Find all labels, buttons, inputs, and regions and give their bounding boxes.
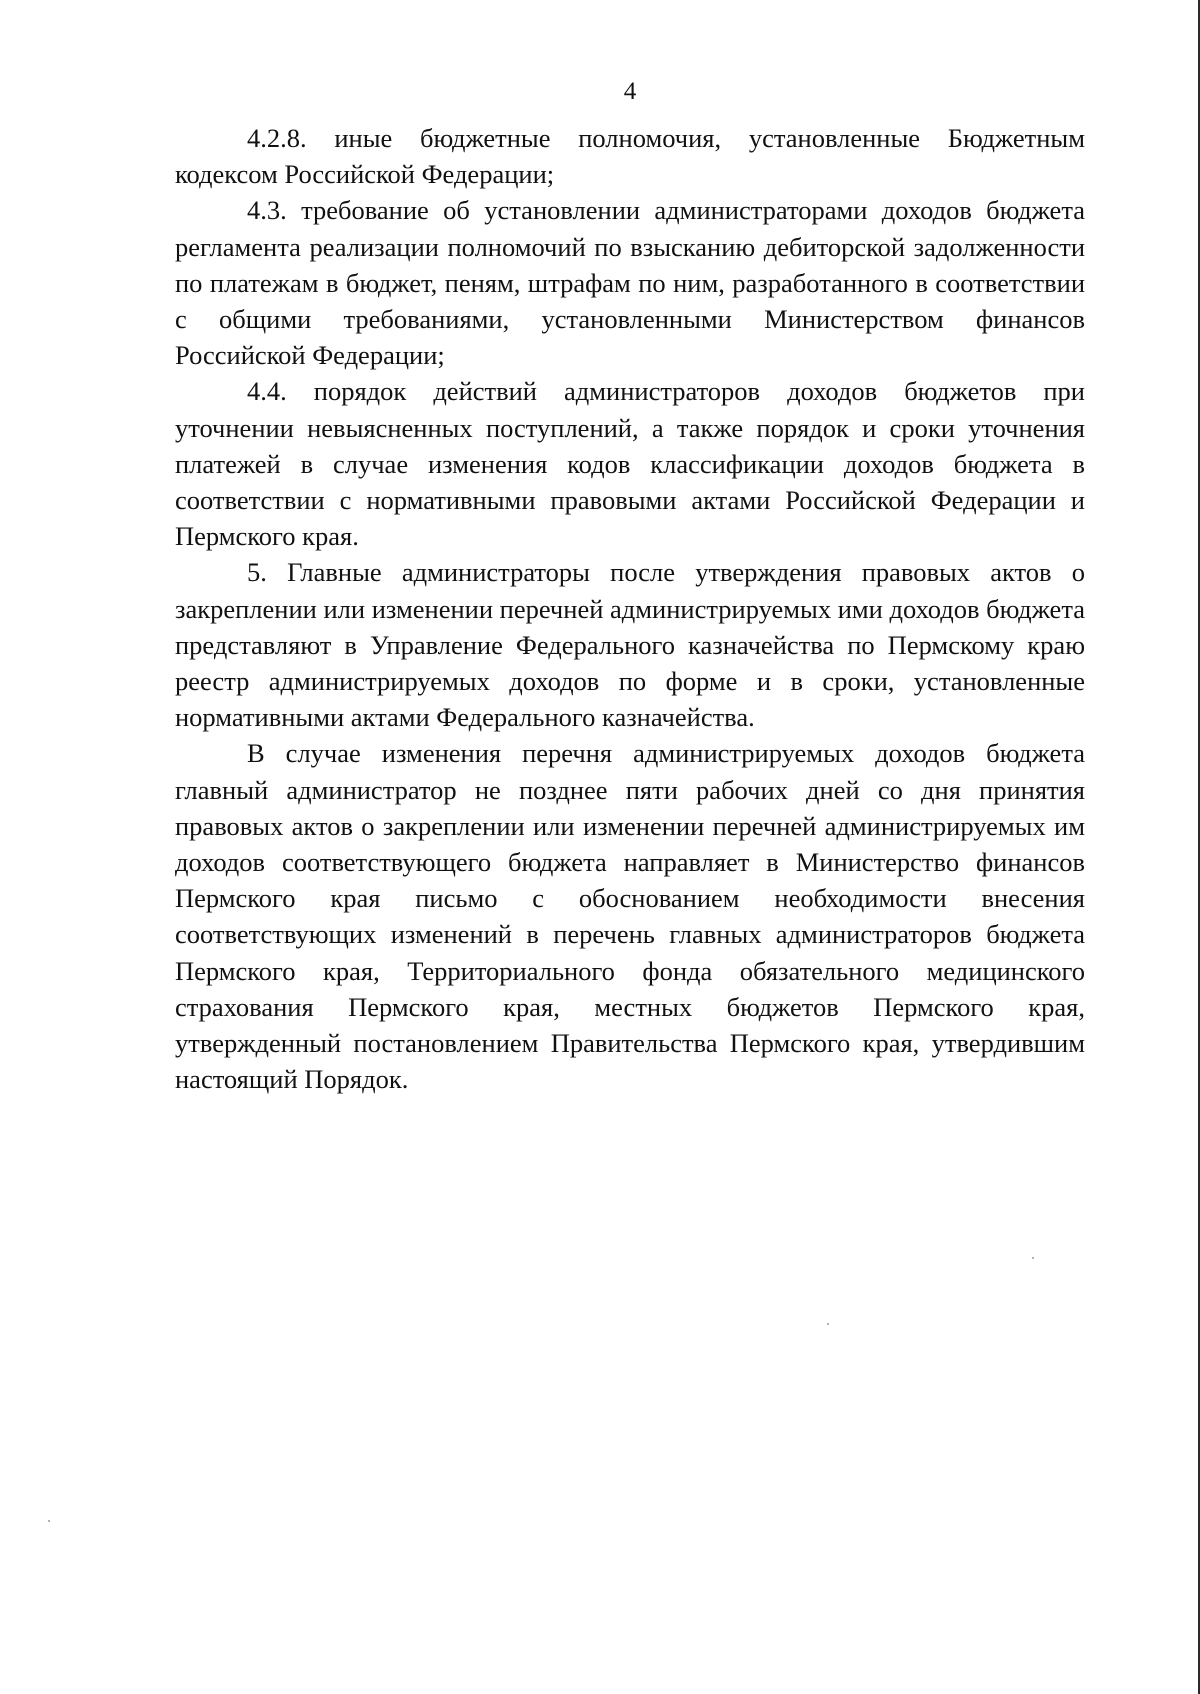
- paragraph-4-4: 4.4. порядок действий администраторов доходов бюджетов при уточнении невыясненных поступлений, а также порядок и сроки уточнения платежей в случае изменения кодов классификации доходов бюджета в соответствии с нормативными правовыми актами Российской Федерации и Пермского края.: [175, 376, 1085, 552]
- document-body: [175, 120, 1085, 1097]
- paragraph-4-3: 4.3. требование об установлении администраторами доходов бюджета регламента реализации полномочий по взысканию дебиторской задолженности по платежам в бюджет, пеням, штрафам по ним, разработанного в соответствии с общими требованиями, установленными Министерством финансов Российской Федерации;: [175, 195, 1085, 371]
- scan-speck: [1032, 1257, 1034, 1259]
- paragraph-4-2-8: 4.2.8. иные бюджетные полномочия, установленные Бюджетным кодексом Российской Федерации;: [175, 123, 1085, 190]
- scan-speck: [827, 1323, 829, 1325]
- scan-speck: [48, 1520, 50, 1522]
- paragraph-5: 5. Главные администраторы после утверждения правовых актов о закреплении или изменении перечней администрируемых ими доходов бюджета представляют в Управление Федерального казначейства по Пермскому краю реестр администрируемых доходов по форме и в сроки, установленные нормативными актами Федерального казначейства.: [175, 557, 1085, 733]
- page-number: 4: [623, 78, 637, 105]
- paragraph-change-notice: В случае изменения перечня администрируемых доходов бюджета главный администратор не позднее пяти рабочих дней со дня принятия правовых актов о закреплении или изменении перечней администрируемых им доходов соответствующего бюджета направляет в Министерство финансов Пермского края письмо с обоснованием необходимости внесения соответствующих изменений в перечень главных администраторов бюджета Пермского края, Территориального фонда обязательного медицинского страхования Пермского края, местных бюджетов Пермского края, утвержденный постановлением Правительства Пермского края, утвердившим настоящий Порядок.: [175, 738, 1085, 1095]
